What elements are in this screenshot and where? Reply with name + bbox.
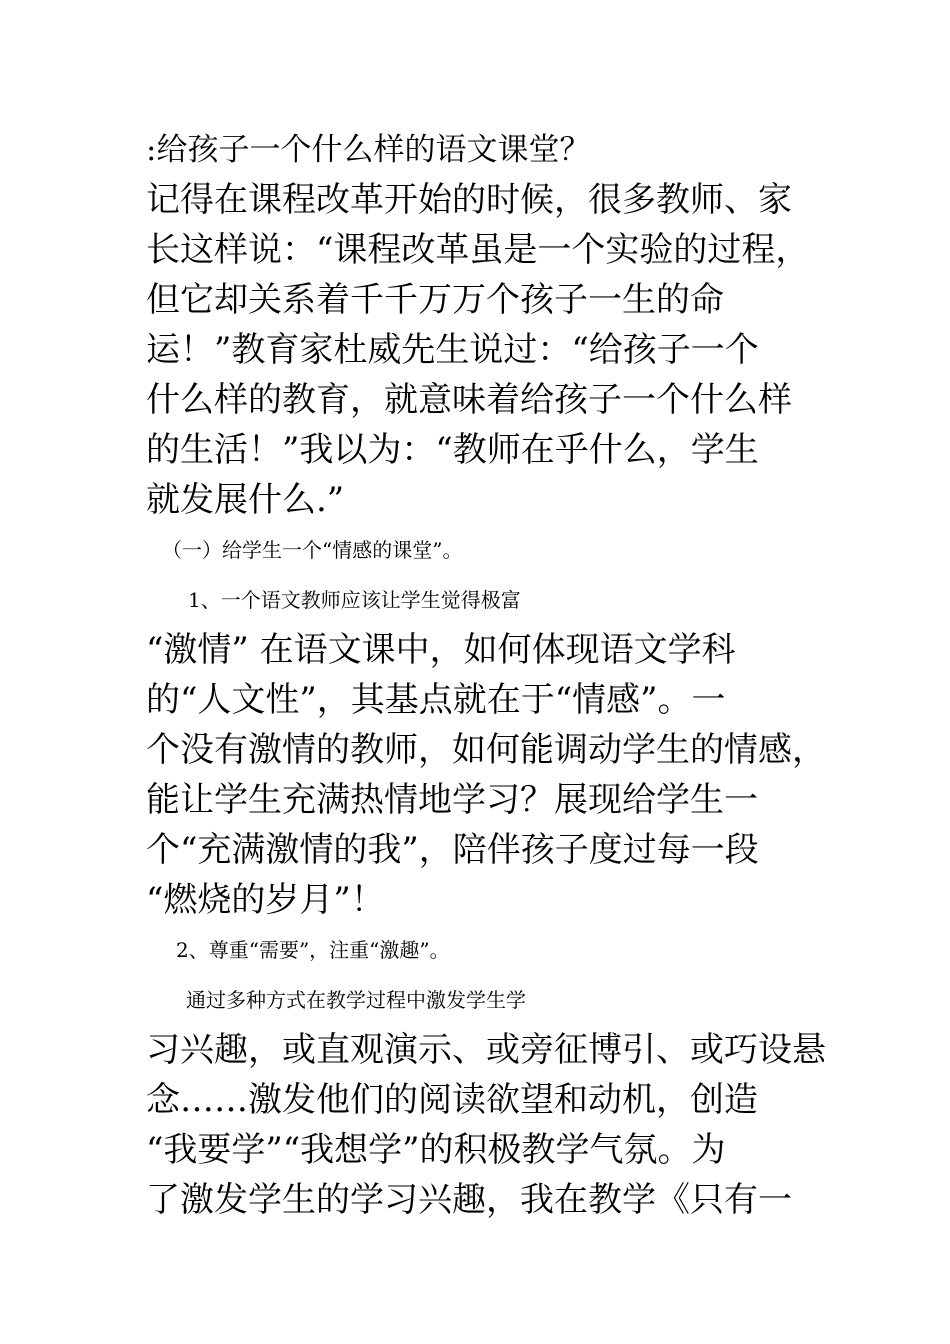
paragraph-line: 什么样的教育，就意味着给孩子一个什么样 [146, 380, 792, 420]
paragraph-line: 习兴趣，或直观演示、或旁征博引、或巧设悬 [146, 1030, 826, 1070]
document-title: :给孩子一个什么样的语文课堂？ [146, 132, 591, 168]
paragraph-line: 的“人文性”，其基点就在于“情感”。一 [146, 680, 726, 720]
paragraph-line: 记得在课程改革开始的时候，很多教师、家 [146, 180, 792, 220]
paragraph-line: 能让学生充满热情地学习？展现给学生一 [146, 780, 758, 820]
paragraph-line: 通过多种方式在教学过程中激发学生学 [186, 988, 526, 1012]
paragraph-line: “我要学”“我想学”的积极教学气氛。为 [146, 1130, 726, 1170]
paragraph-line: “激情” 在语文课中，如何体现语文学科 [146, 630, 736, 670]
paragraph-line: “燃烧的岁月”！ [146, 880, 385, 920]
paragraph-line: 了激发学生的学习兴趣，我在教学《只有一 [146, 1180, 792, 1220]
paragraph-line: 运！”教育家杜威先生说过：“给孩子一个 [146, 330, 759, 370]
paragraph-line: 长这样说：“课程改革虽是一个实验的过程， [146, 230, 810, 270]
section-heading: （一）给学生一个“情感的课堂”。 [162, 538, 463, 562]
paragraph-line: 但它却关系着千千万万个孩子一生的命 [146, 280, 724, 320]
paragraph-line: 就发展什么.” [146, 480, 345, 520]
paragraph-line: 念……激发他们的阅读欲望和动机，创造 [146, 1080, 758, 1120]
paragraph-line: 个“充满激情的我”，陪伴孩子度过每一段 [146, 830, 759, 870]
subsection-heading: 1、一个语文教师应该让学生觉得极富 [188, 588, 521, 612]
paragraph-line: 个没有激情的教师，如何能调动学生的情感， [146, 730, 826, 770]
subsection-heading: 2、尊重“需要”，注重“激趣”。 [176, 938, 450, 962]
paragraph-line: 的生活！”我以为：“教师在乎什么，学生 [146, 430, 759, 470]
